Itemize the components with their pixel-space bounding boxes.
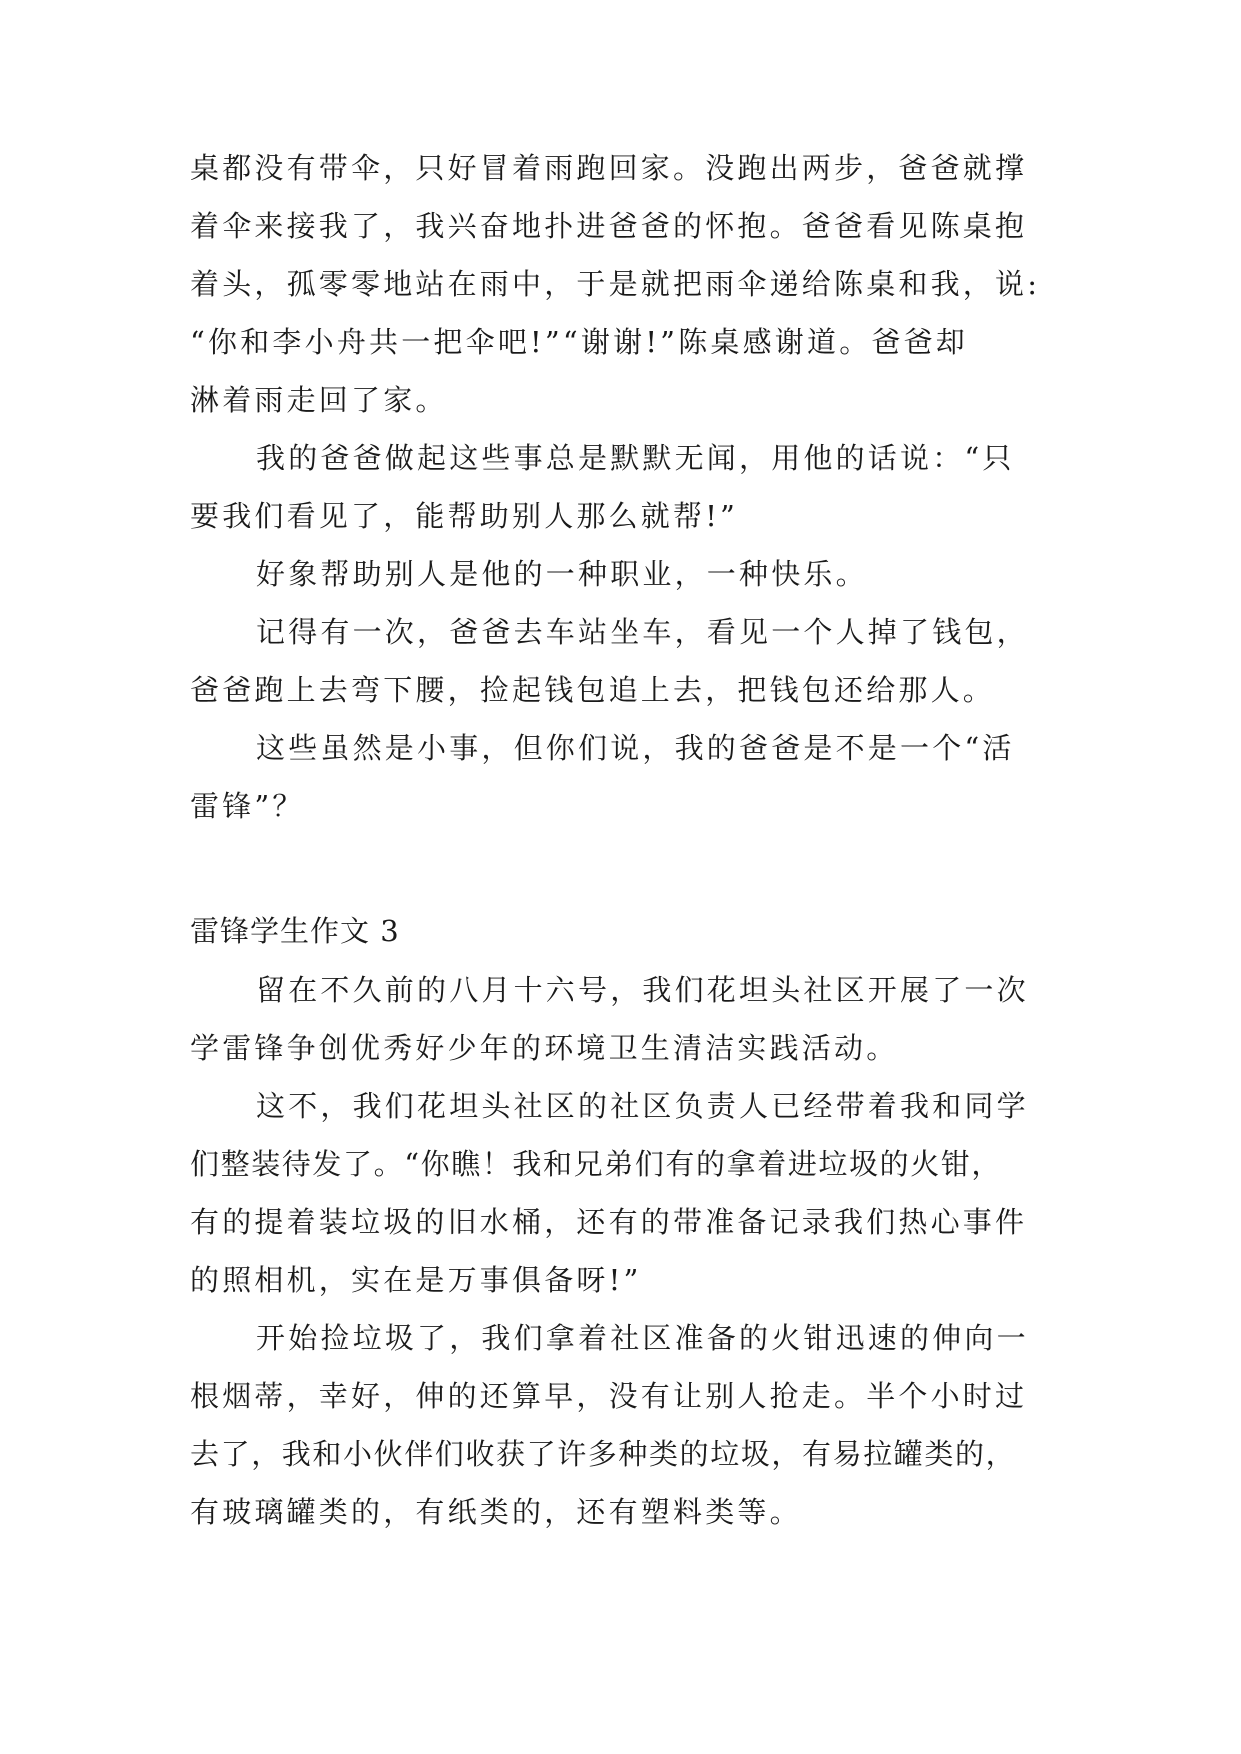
- text-line: 留在不久前的八月十六号，我们花坦头社区开展了一次: [256, 973, 1029, 1007]
- text-line: 桌都没有带伞，只好冒着雨跑回家。没跑出两步，爸爸就撑: [190, 151, 1028, 185]
- text-line: 这些虽然是小事，但你们说，我的爸爸是不是一个“活: [256, 731, 1015, 765]
- text-line: 去了，我和小伙伴们收获了许多种类的垃圾，有易拉罐类的，: [190, 1437, 1017, 1471]
- text-line: 着伞来接我了，我兴奋地扑进爸爸的怀抱。爸爸看见陈桌抱: [190, 209, 1028, 243]
- text-line: 学雷锋争创优秀好少年的环境卫生清洁实践活动。: [190, 1031, 899, 1065]
- text-line: 淋着雨走回了家。: [190, 383, 448, 417]
- text-line: 根烟蒂，幸好，伸的还算早，没有让别人抢走。半个小时过: [190, 1379, 1028, 1413]
- text-line: 爸爸跑上去弯下腰，捡起钱包追上去，把钱包还给那人。: [190, 673, 996, 707]
- text-line: 好象帮助别人是他的一种职业，一种快乐。: [256, 557, 868, 591]
- text-line: 有的提着装垃圾的旧水桶，还有的带准备记录我们热心事件: [190, 1205, 1028, 1239]
- essay-title: 雷锋学生作文 3: [190, 914, 400, 948]
- text-line: “你和李小舟共一把伞吧!”“谢谢!”陈桌感谢道。爸爸却: [190, 325, 969, 359]
- text-line: 着头，孤零零地站在雨中，于是就把雨伞递给陈桌和我，说:: [190, 267, 1041, 301]
- text-line: 记得有一次，爸爸去车站坐车，看见一个人掉了钱包，: [256, 615, 1029, 649]
- text-line: 要我们看见了，能帮助别人那么就帮!”: [190, 499, 739, 533]
- text-line: 有玻璃罐类的，有纸类的，还有塑料类等。: [190, 1495, 802, 1529]
- text-line: 雷锋”？: [190, 789, 305, 823]
- text-line: 们整装待发了。“你瞧！我和兄弟们有的拿着进垃圾的火钳，: [190, 1147, 1003, 1181]
- text-line: 的照相机，实在是万事俱备呀!”: [190, 1263, 642, 1297]
- text-line: 开始捡垃圾了，我们拿着社区准备的火钳迅速的伸向一: [256, 1321, 1029, 1355]
- text-line: 我的爸爸做起这些事总是默默无闻，用他的话说：“只: [256, 441, 1015, 475]
- text-line: 这不，我们花坦头社区的社区负责人已经带着我和同学: [256, 1089, 1029, 1123]
